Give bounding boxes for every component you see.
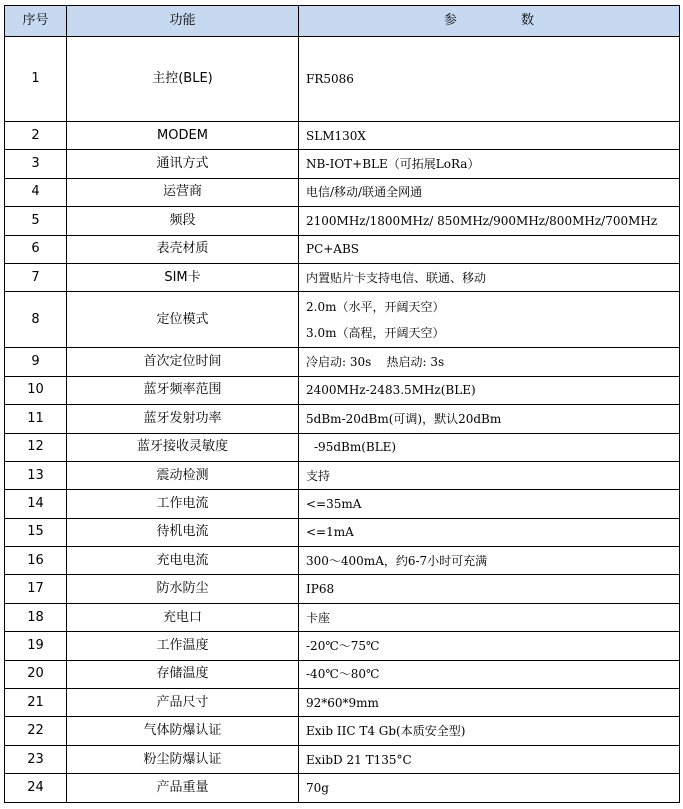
row-function: 蓝牙发射功率 bbox=[67, 405, 299, 433]
row-value: -20℃～75℃ bbox=[299, 632, 680, 660]
row-function: 通讯方式 bbox=[67, 150, 299, 178]
row-no: 15 bbox=[5, 518, 67, 546]
row-no: 9 bbox=[5, 348, 67, 376]
row-value: 2400MHz-2483.5MHz(BLE) bbox=[299, 376, 680, 404]
header-function: 功能 bbox=[67, 6, 299, 37]
row-value: -95dBm(BLE) bbox=[299, 433, 680, 461]
row-function: 定位模式 bbox=[67, 292, 299, 348]
row-value: 电信/移动/联通全网通 bbox=[299, 178, 680, 206]
row-value: PC+ABS bbox=[299, 235, 680, 263]
row-function: 产品尺寸 bbox=[67, 689, 299, 717]
row-function: 待机电流 bbox=[67, 518, 299, 546]
row-function: 充电口 bbox=[67, 603, 299, 631]
table-row bbox=[5, 660, 680, 688]
row-value: <=1mA bbox=[299, 518, 680, 546]
row-function: 工作温度 bbox=[67, 632, 299, 660]
row-value: IP68 bbox=[299, 575, 680, 603]
row-function: 存储温度 bbox=[67, 660, 299, 688]
row-function: 工作电流 bbox=[67, 490, 299, 518]
row-value bbox=[299, 292, 680, 348]
table-row bbox=[5, 575, 680, 603]
table-row bbox=[5, 348, 680, 376]
row-no: 14 bbox=[5, 490, 67, 518]
row-function: MODEM bbox=[67, 122, 299, 150]
table-row bbox=[5, 433, 680, 461]
row-no: 22 bbox=[5, 717, 67, 745]
row-function: 防水防尘 bbox=[67, 575, 299, 603]
row-no: 16 bbox=[5, 547, 67, 575]
table-row bbox=[5, 263, 680, 291]
table-row bbox=[5, 689, 680, 717]
row-no: 13 bbox=[5, 461, 67, 489]
table-row bbox=[5, 405, 680, 433]
row-no: 24 bbox=[5, 774, 67, 802]
table-row bbox=[5, 37, 680, 122]
table-row bbox=[5, 490, 680, 518]
row-value-line: 3.0m（高程，开阔天空） bbox=[306, 325, 445, 340]
table-row bbox=[5, 745, 680, 773]
table-row bbox=[5, 461, 680, 489]
row-function: 蓝牙接收灵敏度 bbox=[67, 433, 299, 461]
row-function: 气体防爆认证 bbox=[67, 717, 299, 745]
table-header-row bbox=[5, 6, 680, 37]
table-row bbox=[5, 376, 680, 404]
row-value: SLM130X bbox=[299, 122, 680, 150]
row-no: 8 bbox=[5, 292, 67, 348]
table-row bbox=[5, 122, 680, 150]
row-function: 蓝牙频率范围 bbox=[67, 376, 299, 404]
row-value: 70g bbox=[299, 774, 680, 802]
row-value: 内置贴片卡支持电信、联通、移动 bbox=[299, 263, 680, 291]
row-no: 3 bbox=[5, 150, 67, 178]
row-no: 6 bbox=[5, 235, 67, 263]
row-no: 12 bbox=[5, 433, 67, 461]
table-row bbox=[5, 207, 680, 235]
table-row bbox=[5, 547, 680, 575]
row-no: 18 bbox=[5, 603, 67, 631]
row-value: FR5086 bbox=[299, 37, 680, 122]
row-function: 表壳材质 bbox=[67, 235, 299, 263]
row-no: 17 bbox=[5, 575, 67, 603]
row-value: 冷启动: 30s 热启动: 3s bbox=[299, 348, 680, 376]
table-row bbox=[5, 178, 680, 206]
row-function: 震动检测 bbox=[67, 461, 299, 489]
row-value: 支持 bbox=[299, 461, 680, 489]
row-value-line: 2.0m（水平，开阔天空） bbox=[306, 299, 445, 314]
row-value: 2100MHz/1800MHz/ 850MHz/900MHz/800MHz/700MHz bbox=[299, 207, 680, 235]
row-no: 5 bbox=[5, 207, 67, 235]
row-no: 19 bbox=[5, 632, 67, 660]
row-value: <=35mA bbox=[299, 490, 680, 518]
row-no: 10 bbox=[5, 376, 67, 404]
row-no: 2 bbox=[5, 122, 67, 150]
row-no: 4 bbox=[5, 178, 67, 206]
row-function: SIM卡 bbox=[67, 263, 299, 291]
row-value: 卡座 bbox=[299, 603, 680, 631]
row-value: ExibD 21 T135°C bbox=[299, 745, 680, 773]
row-value: -40℃～80℃ bbox=[299, 660, 680, 688]
header-params: 参 数 bbox=[299, 6, 680, 37]
table-row bbox=[5, 603, 680, 631]
row-value: NB-IOT+BLE（可拓展LoRa） bbox=[299, 150, 680, 178]
table-row bbox=[5, 774, 680, 802]
row-value: 5dBm-20dBm(可调)，默认20dBm bbox=[299, 405, 680, 433]
row-function: 频段 bbox=[67, 207, 299, 235]
row-function: 充电电流 bbox=[67, 547, 299, 575]
spec-table bbox=[4, 5, 680, 803]
table-row bbox=[5, 150, 680, 178]
header-no: 序号 bbox=[5, 6, 67, 37]
row-function: 产品重量 bbox=[67, 774, 299, 802]
row-no: 23 bbox=[5, 745, 67, 773]
row-function: 首次定位时间 bbox=[67, 348, 299, 376]
table-row bbox=[5, 518, 680, 546]
row-no: 1 bbox=[5, 37, 67, 122]
row-no: 11 bbox=[5, 405, 67, 433]
row-no: 7 bbox=[5, 263, 67, 291]
row-function: 运营商 bbox=[67, 178, 299, 206]
table-row bbox=[5, 717, 680, 745]
row-no: 21 bbox=[5, 689, 67, 717]
row-function: 粉尘防爆认证 bbox=[67, 745, 299, 773]
row-value: Exib IIC T4 Gb(本质安全型) bbox=[299, 717, 680, 745]
row-value: 300～400mA，约6-7小时可充满 bbox=[299, 547, 680, 575]
row-no: 20 bbox=[5, 660, 67, 688]
table-row bbox=[5, 235, 680, 263]
table-row bbox=[5, 292, 680, 348]
row-value: 92*60*9mm bbox=[299, 689, 680, 717]
row-function: 主控(BLE) bbox=[67, 37, 299, 122]
table-row bbox=[5, 632, 680, 660]
